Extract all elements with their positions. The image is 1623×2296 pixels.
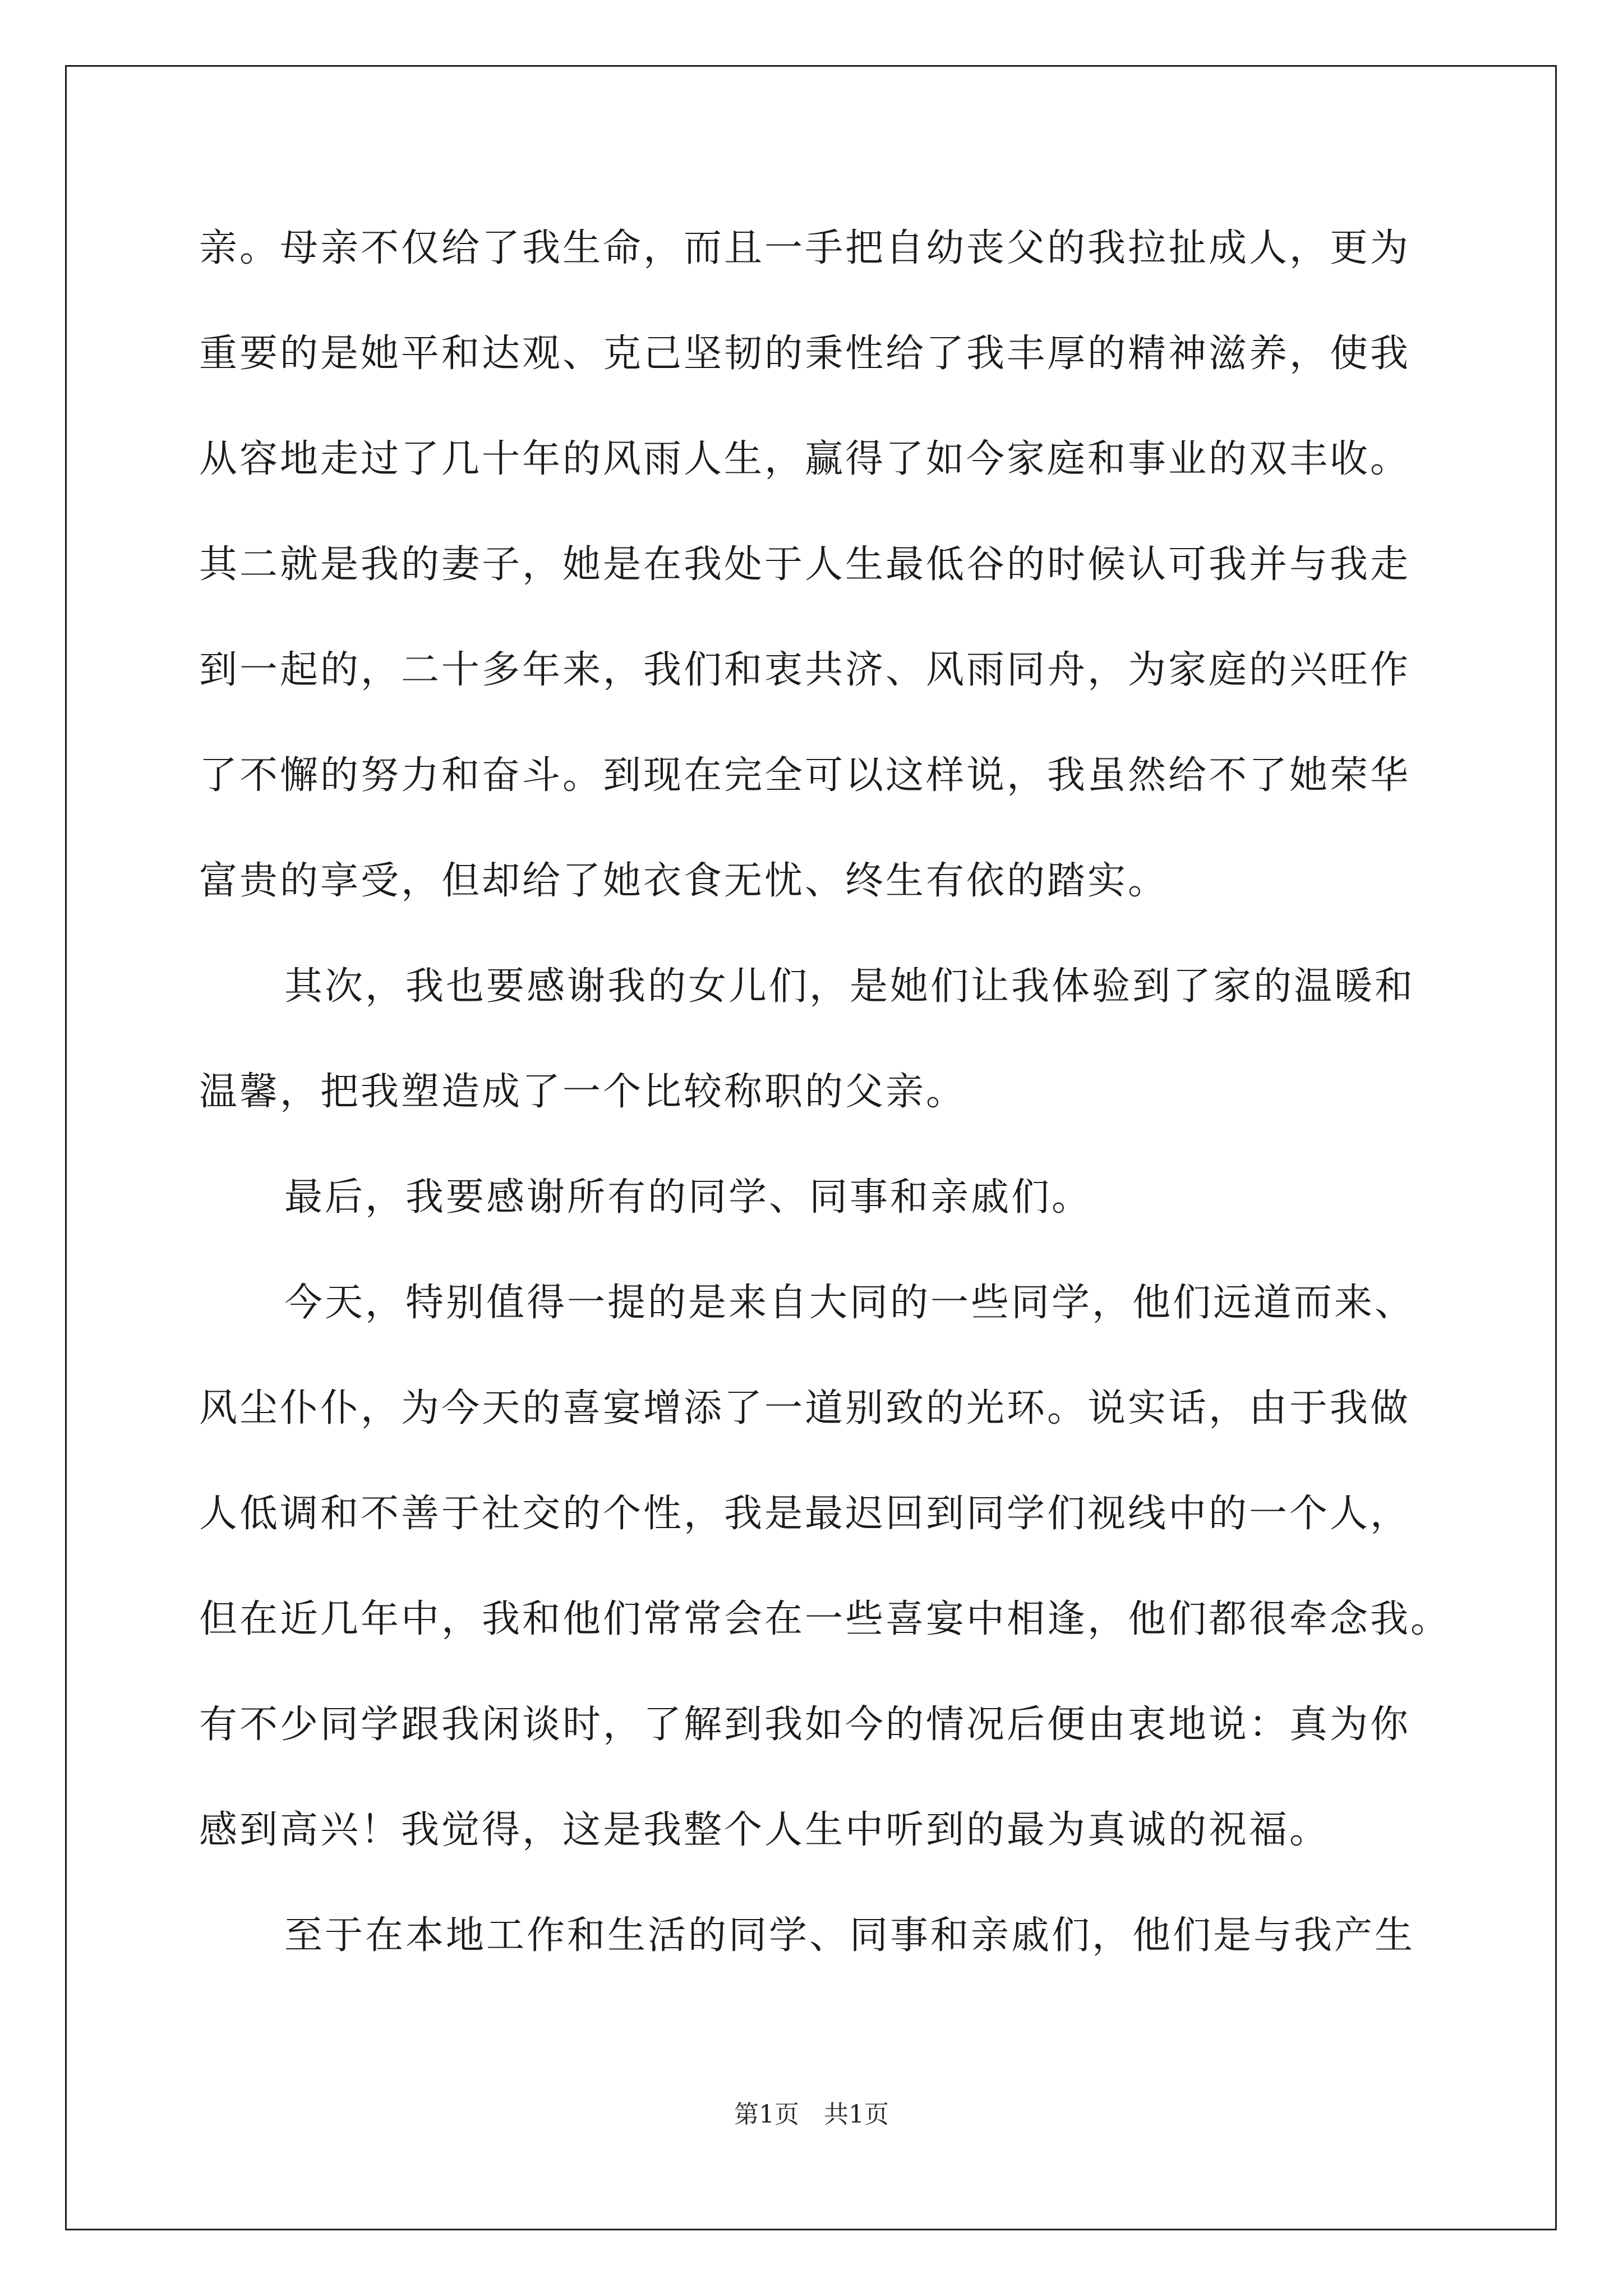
page-number: 第1页 xyxy=(734,2100,799,2129)
text-line: 温馨，把我塑造成了一个比较称职的父亲。 xyxy=(199,1070,967,1114)
paragraph-first-line: 今天，特别值得一提的是来自大同的一些同学，他们远道而来、 xyxy=(284,1281,1415,1325)
text-line: 了不懈的努力和奋斗。到现在完全可以这样说，我虽然给不了她荣华 xyxy=(199,753,1411,798)
text-line: 有不少同学跟我闲谈时，了解到我如今的情况后便由衷地说：真为你 xyxy=(199,1703,1411,1747)
text-line: 其二就是我的妻子，她是在我处于人生最低谷的时候认可我并与我走 xyxy=(199,542,1411,587)
document-body xyxy=(199,215,1451,2008)
text-line: 富贵的享受，但却给了她衣食无忧、终生有依的踏实。 xyxy=(199,859,1169,903)
text-line: 到一起的，二十多年来，我们和衷共济、风雨同舟，为家庭的兴旺作 xyxy=(199,648,1411,692)
text-line: 感到高兴！我觉得，这是我整个人生中听到的最为真诚的祝福。 xyxy=(199,1808,1330,1852)
text-line: 从容地走过了几十年的风雨人生，赢得了如今家庭和事业的双丰收。 xyxy=(199,437,1411,481)
text-line: 但在近几年中，我和他们常常会在一些喜宴中相逢，他们都很牵念我。 xyxy=(199,1597,1451,1641)
paragraph-first-line: 其次，我也要感谢我的女儿们，是她们让我体验到了家的温暖和 xyxy=(284,964,1415,1009)
text-line: 风尘仆仆，为今天的喜宴增添了一道别致的光环。说实话，由于我做 xyxy=(199,1386,1411,1430)
text-line: 亲。母亲不仅给了我生命，而且一手把自幼丧父的我拉扯成人，更为 xyxy=(199,226,1411,270)
paragraph-first-line: 最后，我要感谢所有的同学、同事和亲戚们。 xyxy=(284,1175,1092,1220)
text-line: 重要的是她平和达观、克己坚韧的秉性给了我丰厚的精神滋养，使我 xyxy=(199,332,1411,376)
page-total: 共1页 xyxy=(824,2100,889,2129)
paragraph-first-line: 至于在本地工作和生活的同学、同事和亲戚们，他们是与我产生 xyxy=(284,1913,1415,1958)
text-line: 人低调和不善于社交的个性，我是最迟回到同学们视线中的一个人， xyxy=(199,1492,1411,1536)
page-footer xyxy=(0,2098,1623,2132)
